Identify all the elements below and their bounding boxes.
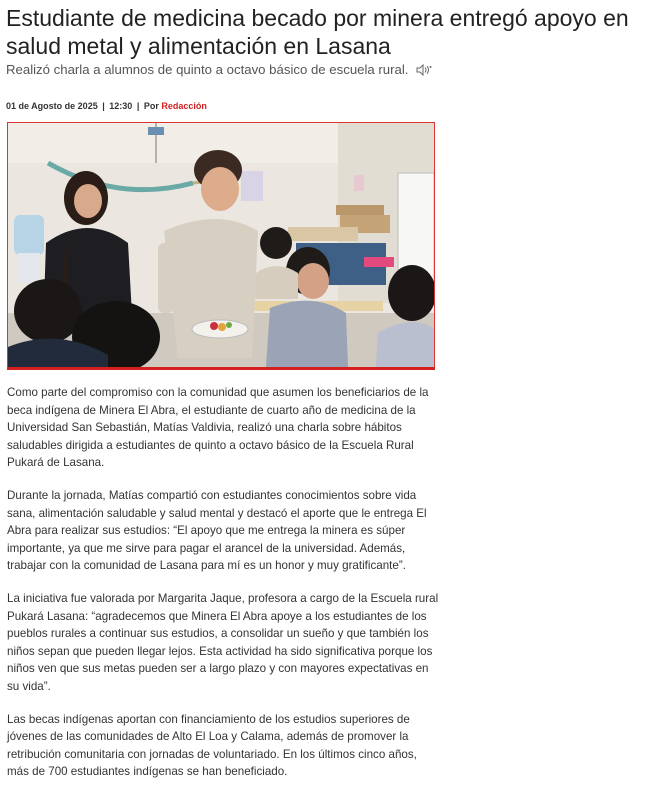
article-paragraph: Durante la jornada, Matías compartió con estudiantes conocimientos sobre vida sana, alimentación saludable y salud mental y destacó el aporte que le entrega El Abra para realizar sus estudios: “El apoyo que me entrega la minera es súper importante, ya que me sirve para pagar el arancel de la universidad. Además, trabajar con la comunidad de Lasana para mí es un honor y muy gratificante”. (7, 488, 427, 573)
by-prefix: Por (143, 101, 159, 111)
article-title: Estudiante de medicina becado por minera entregó apoyo en salud metal y alimentación en Lasana (6, 5, 629, 59)
article-meta (6, 100, 207, 112)
article-paragraph: Como parte del compromiso con la comunidad que asumen los beneficiarios de la beca indígena de Minera El Abra, el estudiante de cuarto año de medicina de la Universidad San Sebastián, Matías Valdivia, realizó una charla sobre hábitos saludables dirigida a estudiantes de quinto a octavo básico de la Escuela Rural Pukará de Lasana. (7, 386, 429, 470)
meta-separator: | (136, 101, 140, 111)
publish-time: 12:30 (109, 101, 133, 111)
article-body (7, 384, 439, 796)
article-photo (7, 122, 435, 370)
classroom-photo (8, 123, 434, 367)
subtitle-text: Realizó charla a alumnos de quinto a octavo básico de escuela rural. (6, 62, 409, 77)
meta-separator: | (102, 101, 105, 111)
article-paragraph: La iniciativa fue valorada por Margarita Jaque, profesora a cargo de la Escuela rural Pukará Lasana: “agradecemos que Minera El Abra apoye a los estudiantes de los pueblos rurales a continuar sus estudios, a consolidar un sueño y que también los niños sepan que pueden llegar lejos. Esta actividad ha sido significativa porque los niños ven que sus metas pueden ser a largo plazo y con mayores expectativas en su vida”. (7, 591, 439, 693)
article-subtitle (6, 62, 646, 80)
speaker-icon[interactable] (416, 64, 432, 80)
article-paragraph: Las becas indígenas aportan con financiamiento de los estudios superiores de jóvenes de las comunidades de Alto El Loa y Calama, además de promover la retribución comunitaria con jornadas de voluntariado. En los últimos cinco años, más de 700 estudiantes indígenas se han beneficiado. (7, 712, 417, 779)
publish-date: 01 de Agosto de 2025 (6, 101, 98, 111)
author-link[interactable]: Redacción (161, 101, 207, 111)
